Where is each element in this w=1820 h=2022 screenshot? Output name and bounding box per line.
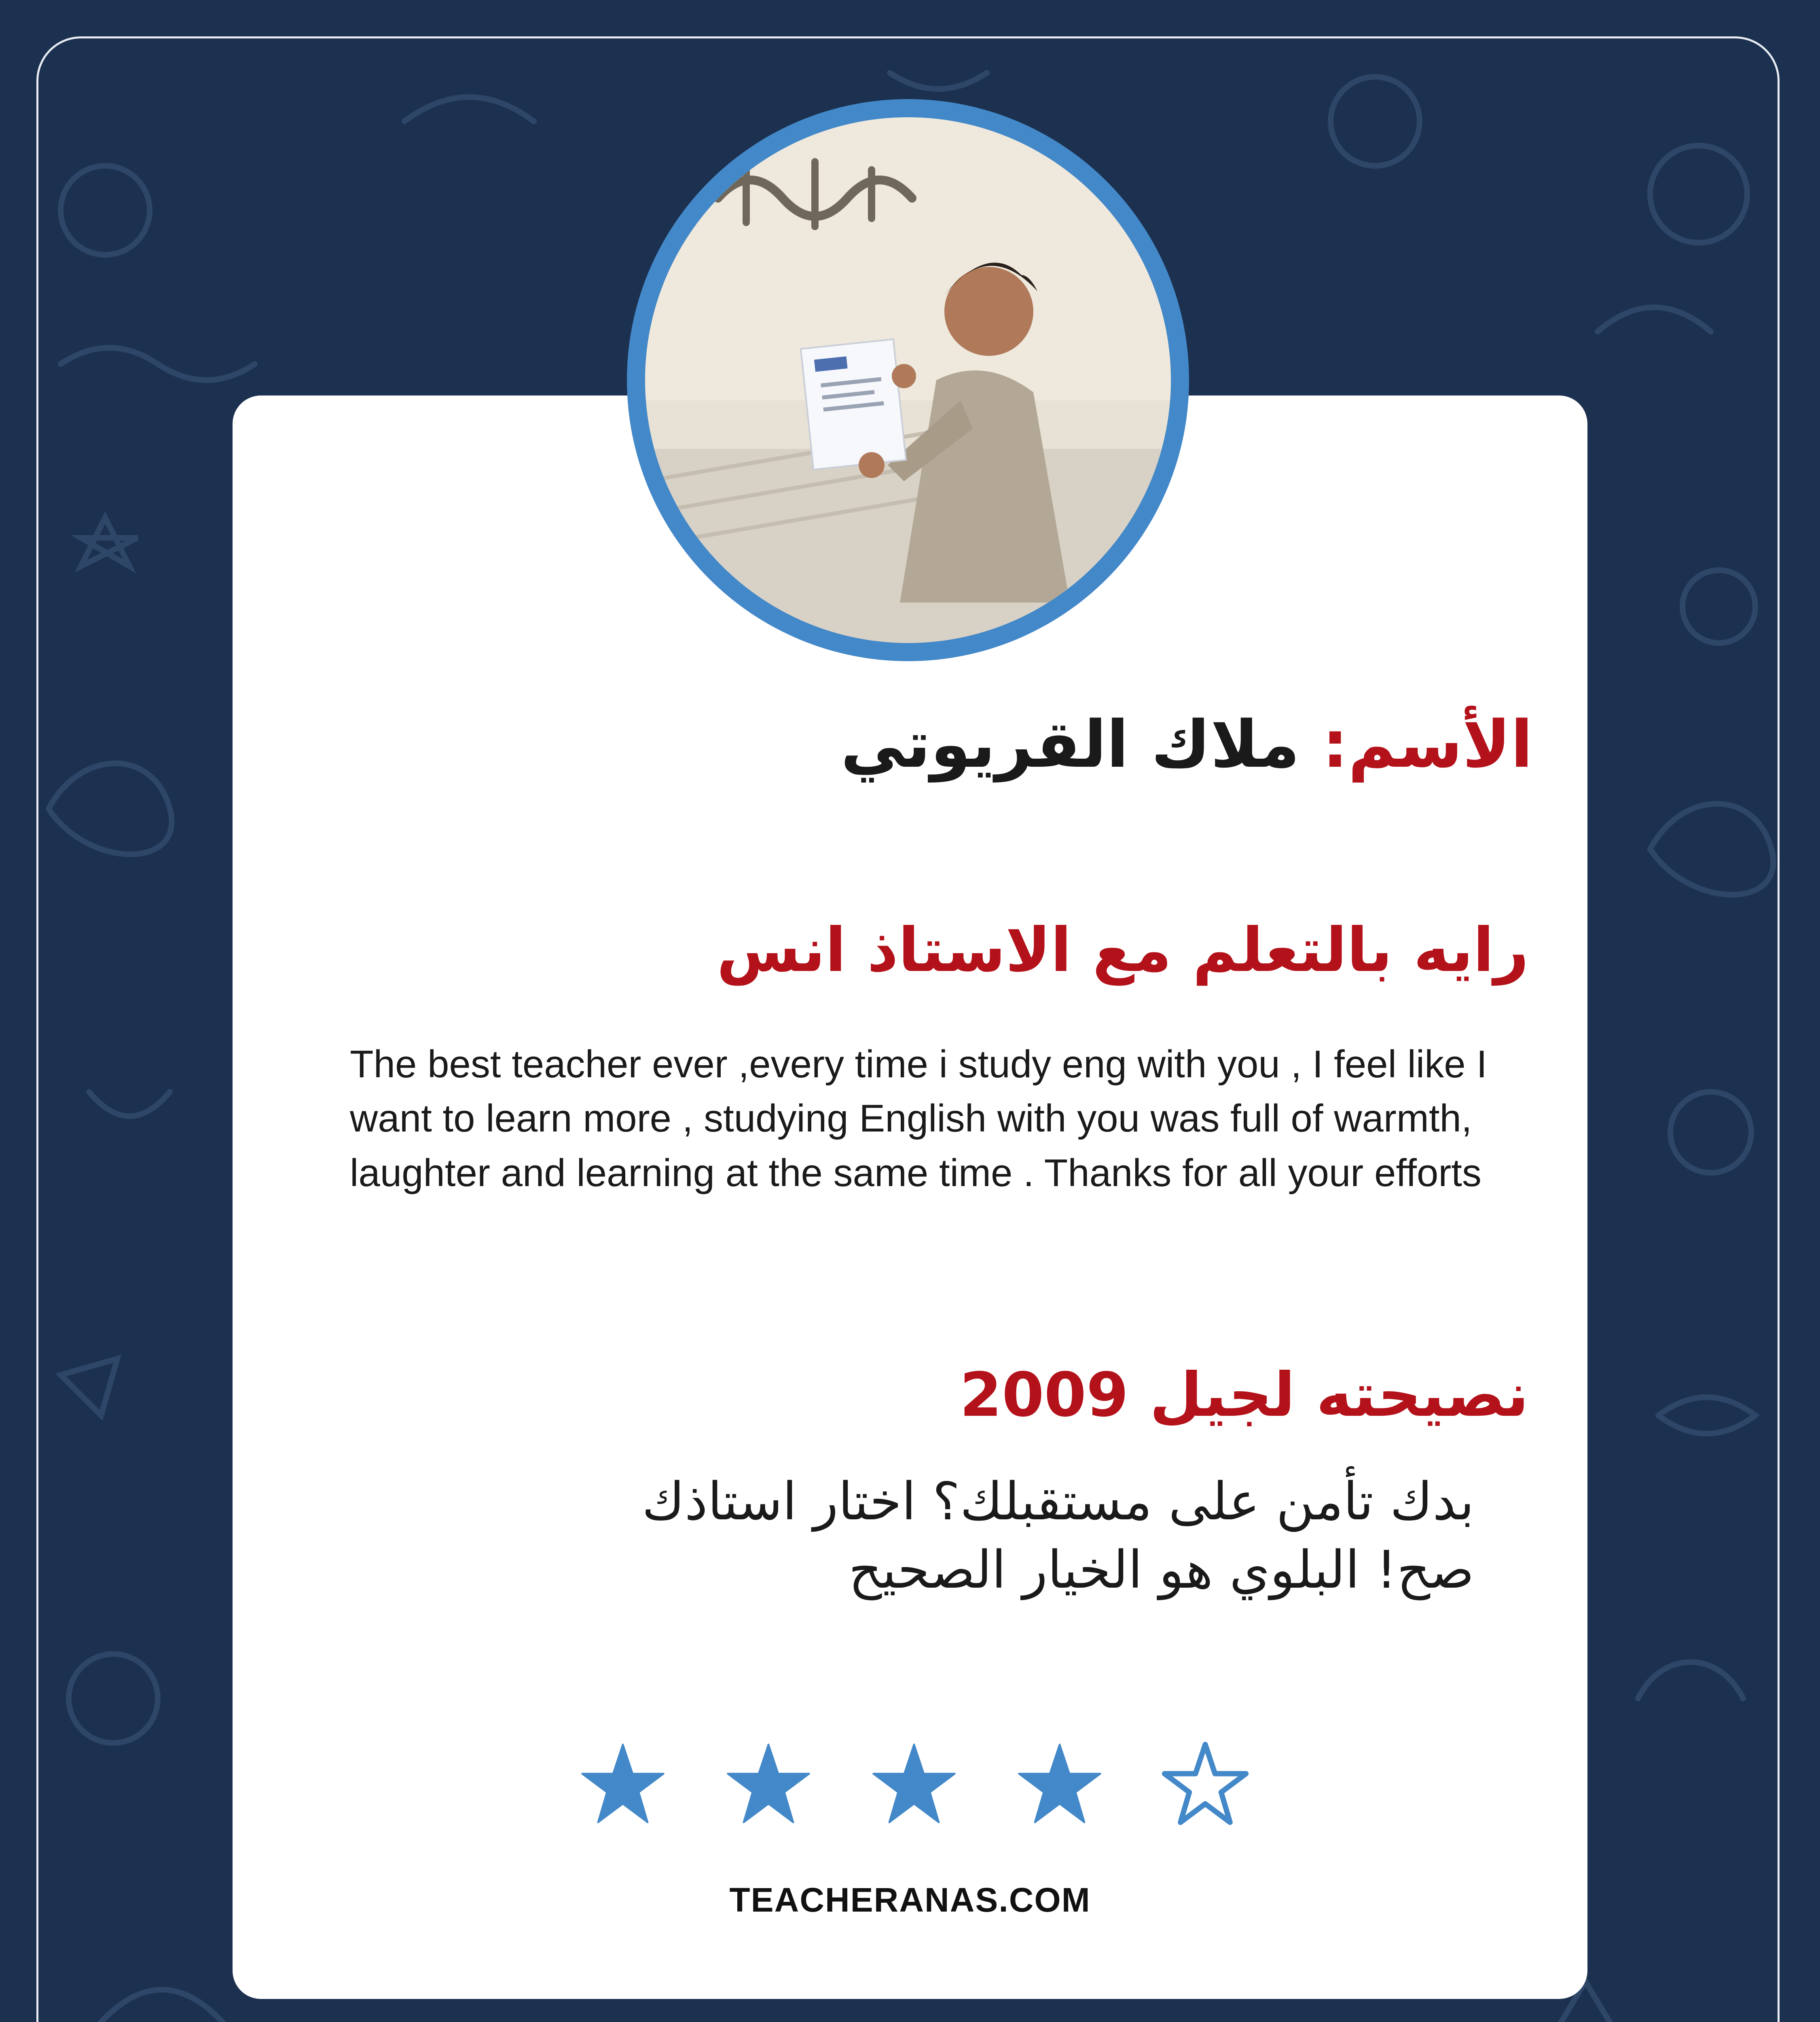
star-filled-icon	[578, 1741, 667, 1826]
opinion-heading: رايه بالتعلم مع الاستاذ انس	[717, 915, 1529, 986]
person-holding-certificate-photo	[645, 117, 1171, 643]
avatar	[627, 99, 1189, 661]
star-outline-icon	[1161, 1741, 1250, 1826]
advice-text-line-1: بدك تأمن على مستقبلك؟ اختار استاذك	[642, 1472, 1474, 1532]
star-filled-icon	[1015, 1741, 1104, 1826]
star-filled-icon	[870, 1741, 959, 1826]
website-url: TEACHERANAS.COM	[729, 1881, 1091, 1919]
review-text: The best teacher ever ,every time i study eng with you , I feel like I want to learn more , studying English with you was full of warmth, laughter and learning at the same time . Thanks for all your efforts	[350, 1043, 1487, 1195]
name-label: الأسم:	[1322, 706, 1533, 782]
avatar-photo	[645, 117, 1171, 643]
advice-text-line-2: صح! البلوي هو الخيار الصحيح	[849, 1540, 1474, 1600]
star-rating	[578, 1739, 1250, 1828]
student-name	[279, 706, 1533, 783]
advice-heading: نصيحته لجيل 2009	[959, 1360, 1529, 1430]
advice-text	[301, 1468, 1474, 1605]
star-filled-icon	[724, 1741, 813, 1826]
name-value: ملاك القريوتي	[840, 706, 1300, 782]
